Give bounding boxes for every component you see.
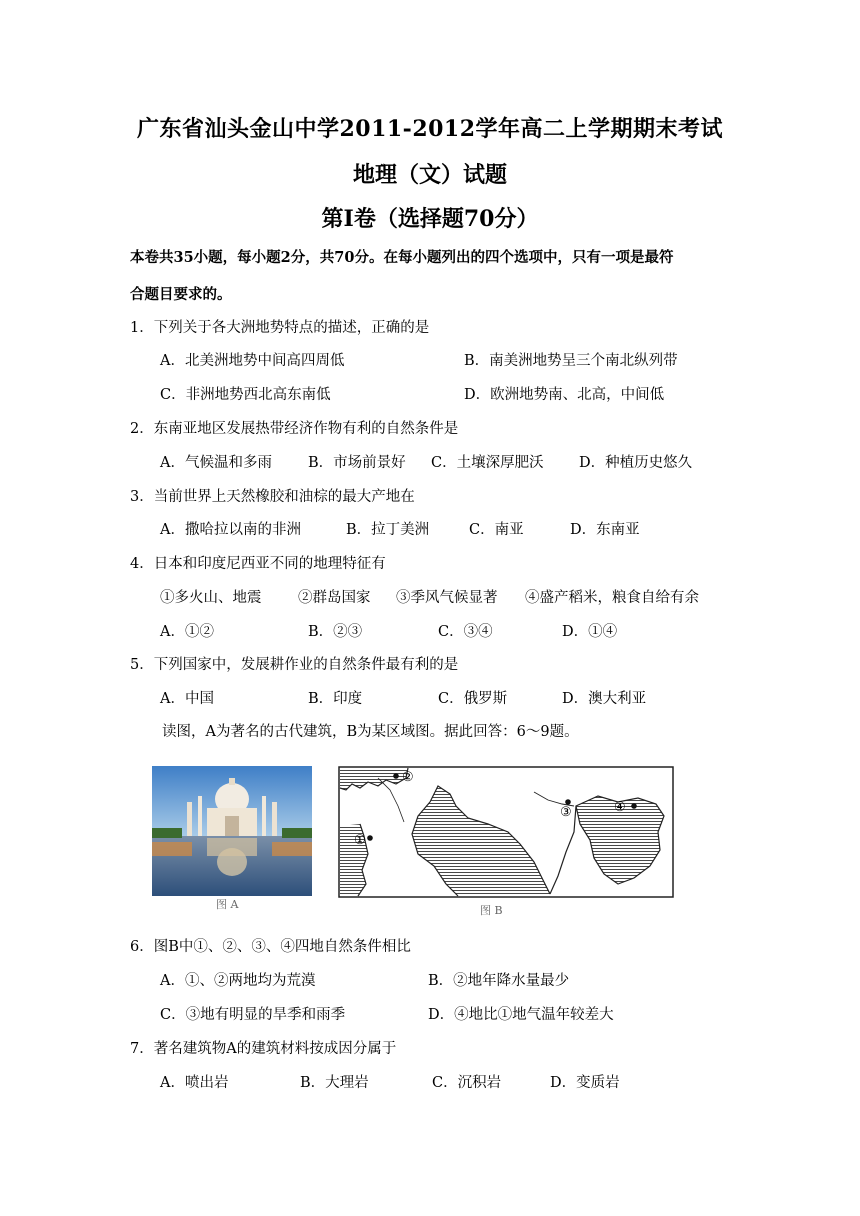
question-6-option-d: D．④地比①地气温年较差大: [428, 1007, 614, 1023]
question-4-stem: 4．日本和印度尼西亚不同的地理特征有: [130, 556, 386, 572]
reading-prompt: 读图，A为著名的古代建筑，B为某区域图。据此回答：6～9题。: [162, 724, 579, 740]
question-6-option-b: B．②地年降水量最少: [428, 973, 570, 989]
question-1-stem: 1．下列关于各大洲地势特点的描述，正确的是: [130, 320, 430, 336]
question-5-option-a: A．中国: [160, 691, 214, 707]
question-3-option-a: A．撒哈拉以南的非洲: [160, 522, 301, 538]
question-5-option-b: B．印度: [308, 691, 363, 707]
instructions-line2: 合题目要求的。: [130, 286, 232, 303]
figure-b-caption: 图 B: [480, 904, 503, 917]
question-4-statement-2: ②群岛国家: [298, 590, 371, 606]
question-4-option-b: B．②③: [308, 624, 363, 640]
question-4-statement-3: ③季风气候显著: [396, 590, 498, 606]
map-marker-1: ①: [354, 833, 366, 848]
question-7-option-b: B．大理岩: [300, 1075, 369, 1091]
question-2-option-b: B．市场前景好: [308, 455, 406, 471]
question-4-statement-4: ④盛产稻米，粮食自给有余: [525, 590, 699, 606]
exam-title: 广东省汕头金山中学2011-2012学年高二上学期期末考试: [136, 116, 724, 142]
question-5-option-d: D．澳大利亚: [562, 691, 647, 707]
instructions-line1: 本卷共35小题，每小题2分，共70分。在每小题列出的四个选项中，只有一项是最符: [130, 249, 674, 266]
question-2-stem: 2．东南亚地区发展热带经济作物有利的自然条件是: [130, 421, 459, 437]
question-3-option-d: D．东南亚: [570, 522, 640, 538]
map-marker-2: ②: [402, 770, 414, 785]
question-3-stem: 3．当前世界上天然橡胶和油棕的最大产地在: [130, 489, 415, 505]
question-2-option-d: D．种植历史悠久: [579, 455, 693, 471]
question-6-option-a: A．①、②两地均为荒漠: [160, 973, 316, 989]
map-marker-4: ④: [614, 800, 626, 815]
question-5-option-c: C．俄罗斯: [438, 691, 508, 707]
question-4-option-c: C．③④: [438, 624, 493, 640]
figure-a-caption: 图 A: [216, 898, 239, 911]
question-1-option-c: C．非洲地势西北高东南低: [160, 387, 331, 403]
question-6-option-c: C．③地有明显的旱季和雨季: [160, 1007, 346, 1023]
map-marker-3: ③: [560, 805, 572, 820]
question-1-option-d: D．欧洲地势南、北高，中间低: [464, 387, 665, 403]
question-7-stem: 7．著名建筑物A的建筑材料按成因分属于: [130, 1041, 397, 1057]
section-title: 第Ⅰ卷（选择题70分）: [321, 206, 539, 232]
question-2-option-c: C．土壤深厚肥沃: [431, 455, 544, 471]
question-7-option-c: C．沉积岩: [432, 1075, 502, 1091]
question-1-option-a: A．北美洲地势中间高四周低: [160, 353, 345, 369]
question-3-option-b: B．拉丁美洲: [346, 522, 430, 538]
figure-a-taj-mahal-photo: [152, 766, 312, 896]
question-2-option-a: A．气候温和多雨: [160, 455, 272, 471]
question-5-stem: 5．下列国家中，发展耕作业的自然条件最有利的是: [130, 657, 459, 673]
figure-b-regional-map: [338, 766, 674, 898]
question-6-stem: 6．图B中①、②、③、④四地自然条件相比: [130, 939, 411, 955]
question-3-option-c: C．南亚: [469, 522, 524, 538]
exam-subtitle: 地理（文）试题: [352, 162, 507, 188]
question-4-statement-1: ①多火山、地震: [160, 590, 262, 606]
question-1-option-b: B．南美洲地势呈三个南北纵列带: [464, 353, 678, 369]
question-4-option-d: D．①④: [562, 624, 618, 640]
question-7-option-a: A．喷出岩: [160, 1075, 229, 1091]
question-7-option-d: D．变质岩: [550, 1075, 620, 1091]
question-4-option-a: A．①②: [160, 624, 214, 640]
